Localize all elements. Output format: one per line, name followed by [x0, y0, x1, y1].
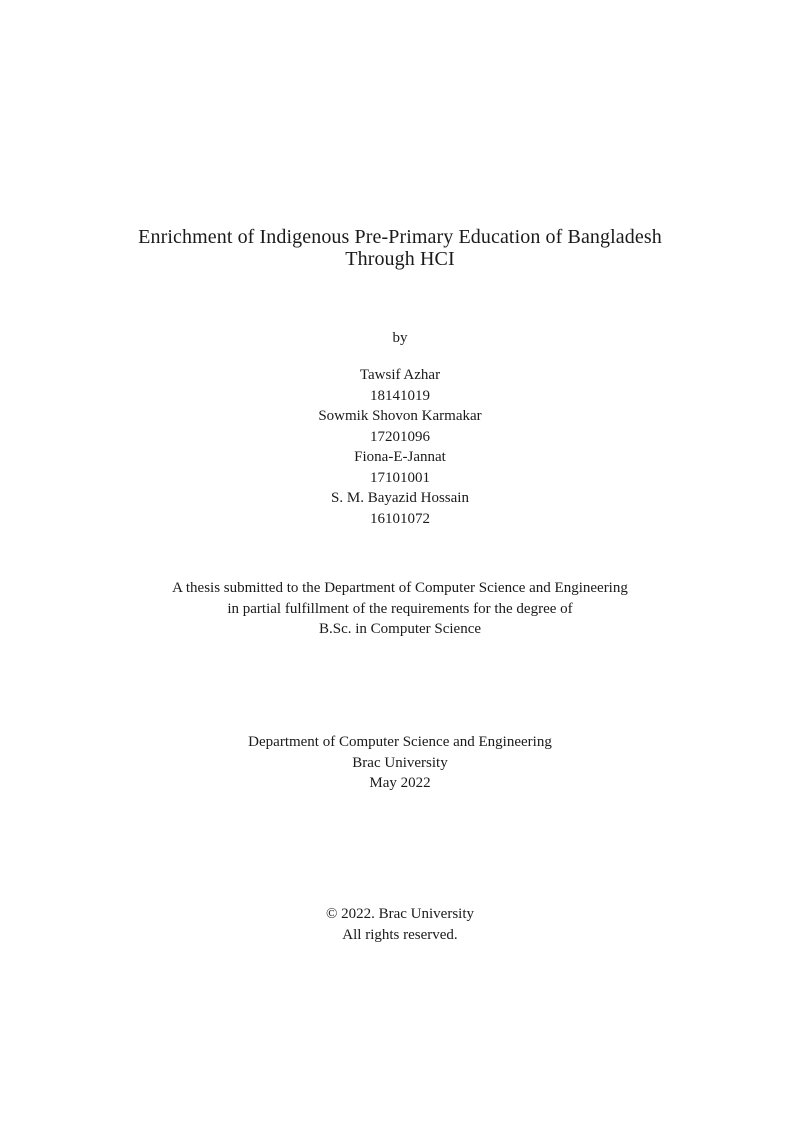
author-name: Fiona-E-Jannat — [354, 449, 446, 465]
copyright-line: © 2022. Brac University — [325, 906, 475, 922]
author-id: 16101072 — [370, 510, 430, 527]
author-id: 17201096 — [370, 428, 430, 445]
university-name: Brac University — [352, 754, 448, 771]
rights-reserved-line: All rights reserved. — [342, 926, 458, 943]
author-id: 17101001 — [370, 469, 430, 486]
author-name: Tawsif Azhar — [359, 367, 441, 383]
author-name: Sowmik Shovon Karmakar — [318, 408, 482, 424]
institution-block — [0, 732, 800, 794]
thesis-title — [0, 226, 800, 270]
author-name: S. M. Bayazid Hossain — [331, 490, 469, 506]
thesis-statement-line-1: A thesis submitted to the Department of Computer Science and Engineering — [172, 580, 628, 596]
department-name: Department of Computer Science and Engineering — [248, 734, 552, 750]
thesis-statement — [0, 578, 800, 640]
author-id: 18141019 — [370, 387, 430, 404]
thesis-title-line-1: Enrichment of Indigenous Pre-Primary Education of Bangladesh — [138, 226, 662, 248]
degree-name: B.Sc. in Computer Science — [318, 621, 482, 637]
author-list — [0, 365, 800, 529]
by-label: by — [392, 330, 408, 346]
thesis-title-line-2: Through HCI — [345, 248, 455, 270]
submission-date: May 2022 — [369, 775, 431, 791]
copyright-notice — [0, 904, 800, 945]
thesis-statement-line-2: in partial fulfillment of the requirements for the degree of — [227, 600, 573, 617]
